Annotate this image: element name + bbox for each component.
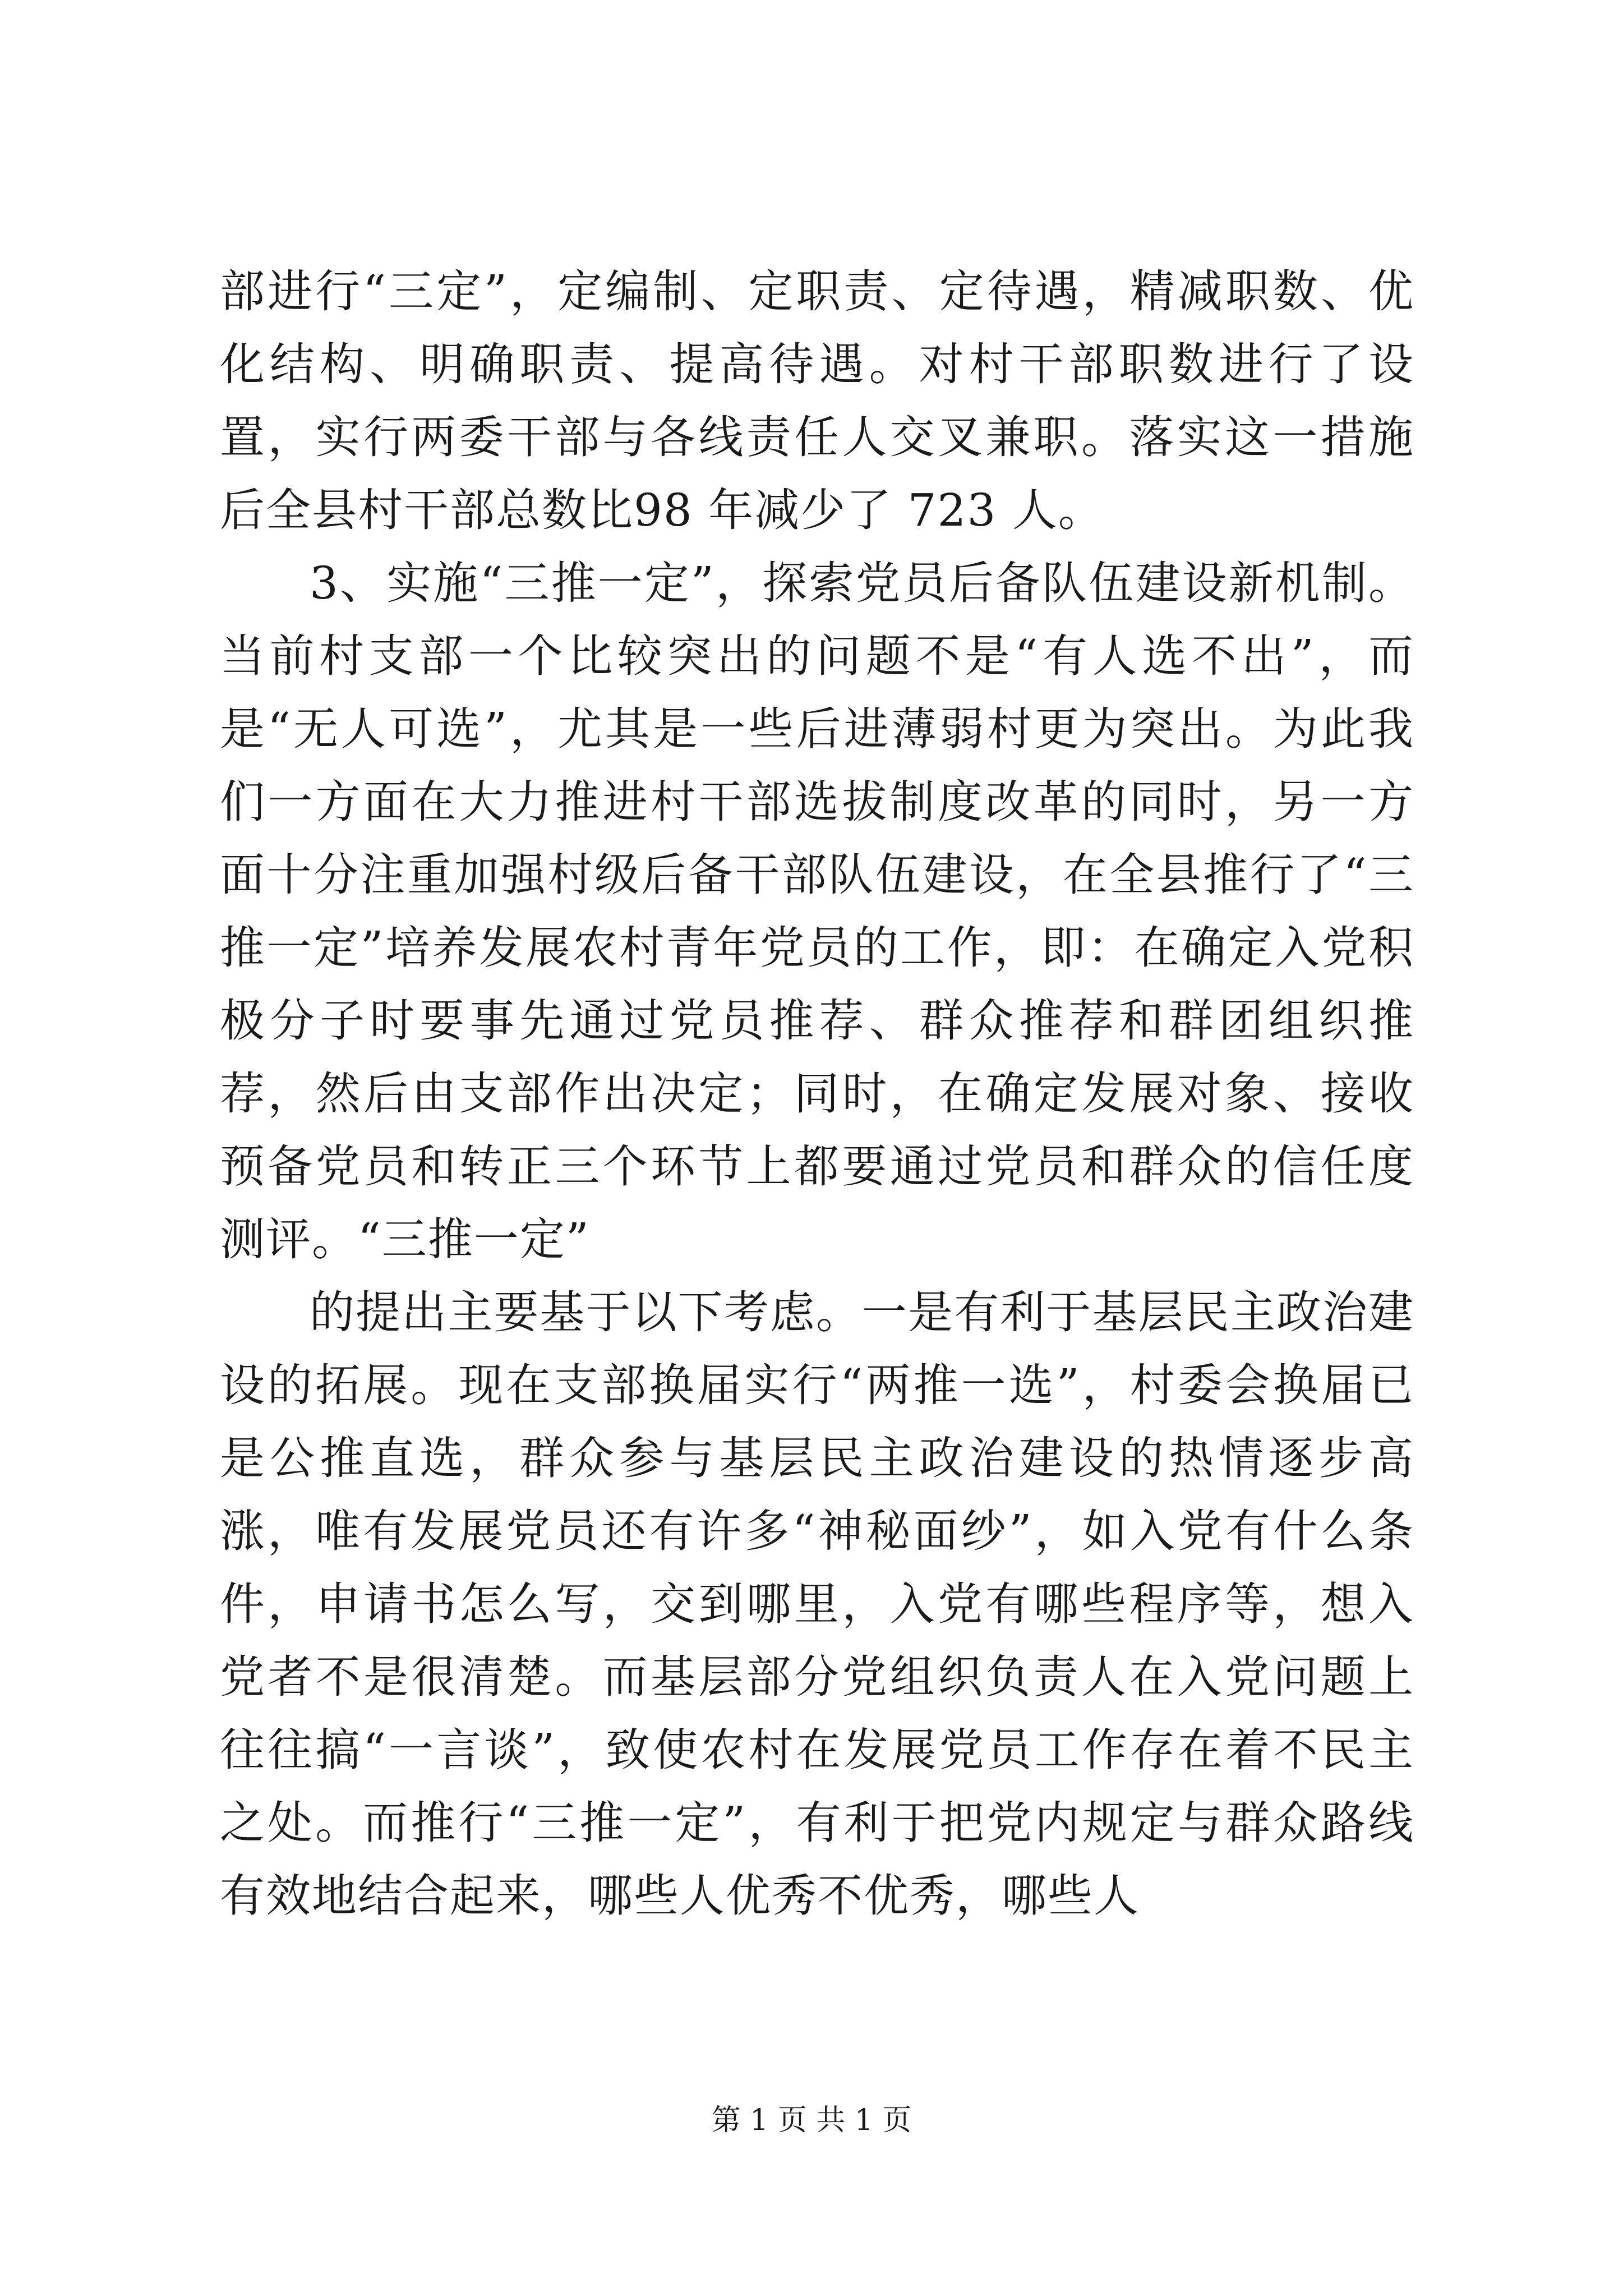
paragraph-3: 的提出主要基于以下考虑。一是有利于基层民主政治建设的拓展。现在支部换届实行“两推一选”，村委会换届已是公推直选，群众参与基层民主政治建设的热情逐步高涨，唯有发展党员还有许多“神秘面纱”，如入党有什么条件，申请书怎么写，交到哪里，入党有哪些程序等，想入党者不是很清楚。而基层部分党组织负责人在入党问题上往往搞“一言谈”，致使农村在发展党员工作存在着不民主之处。而推行“三推一定”，有利于把党内规定与群众路线有效地结合起来，哪些人优秀不优秀，哪些人 xyxy=(220,1286,1414,1922)
body-text xyxy=(220,255,1414,1932)
paragraph-2: 3、实施“三推一定”，探索党员后备队伍建设新机制。当前村支部一个比较突出的问题不是“有人选不出”，而是“无人可选”，尤其是一些后进薄弱村更为突出。为此我们一方面在大力推进村干部选拔制度改革的同时，另一方面十分注重加强村级后备干部队伍建设，在全县推行了“三推一定”培养发展农村青年党员的工作，即：在确定入党积极分子时要事先通过党员推荐、群众推荐和群团组织推荐，然后由支部作出决定；同时，在确定发展对象、接收预备党员和转正三个环节上都要通过党员和群众的信任度测评。“三推一定” xyxy=(220,557,1414,1266)
paragraph-1: 部进行“三定”，定编制、定职责、定待遇，精减职数、优化结构、明确职责、提高待遇。对村干部职数进行了设置，实行两委干部与各线责任人交叉兼职。落实这一措施后全县村干部总数比98 年减少了 723 人。 xyxy=(220,265,1414,536)
page-footer: 第 1 页 共 1 页 xyxy=(711,2104,912,2137)
